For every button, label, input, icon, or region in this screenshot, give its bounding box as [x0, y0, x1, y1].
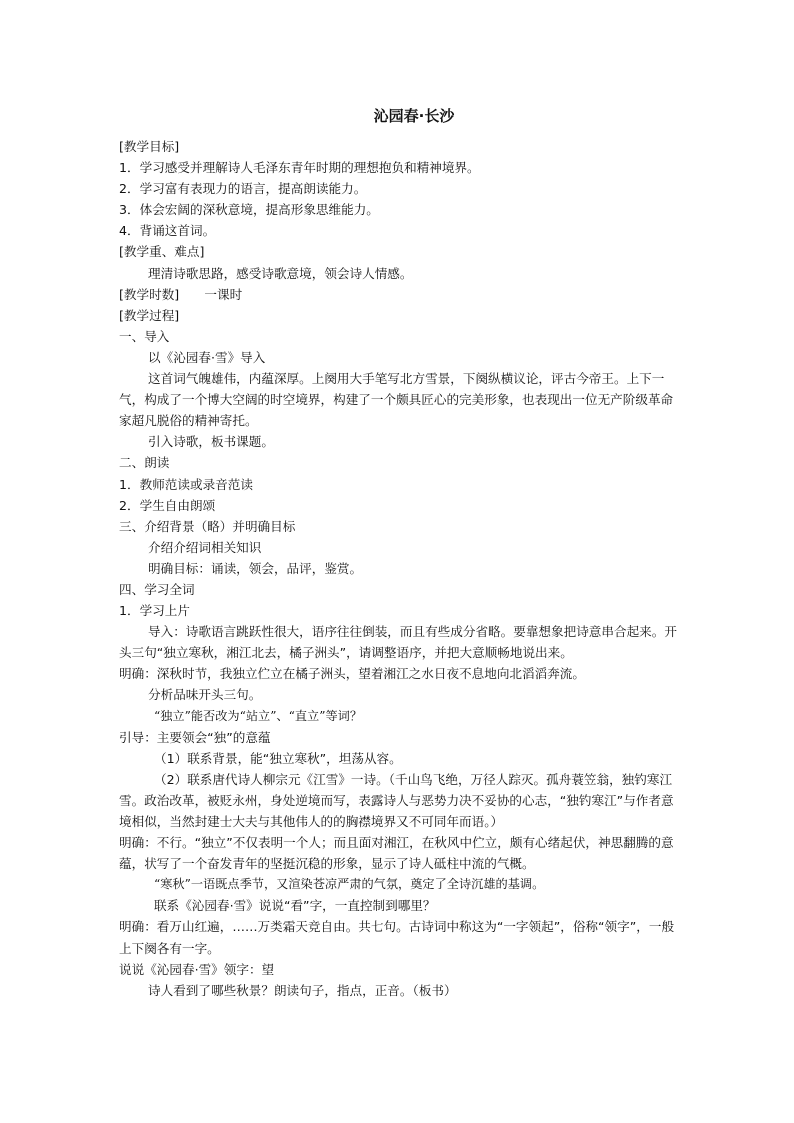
paragraph: 联系《沁园春·雪》说说“看”字，一直控制到哪里？ — [154, 898, 436, 914]
objective-item: 3．体会宏阔的深秋意境，提高形象思维能力。 — [119, 202, 379, 218]
objective-item: 1．学习感受并理解诗人毛泽东青年时期的理想抱负和精神境界。 — [119, 160, 480, 176]
paragraph: 导入：诗歌语言跳跃性很大，语序往往倒装，而且有些成分省略。要靠想象把诗意串合起来。开头三句“独立寒秋，湘江北去，橘子洲头”，请调整语序，并把大意顺畅地说出来。 — [119, 624, 677, 661]
paragraph: 明确：看万山红遍，……万类霜天竞自由。共七句。古诗词中称这为“一字领起”，俗称“领字”，一般上下阕各有一字。 — [119, 919, 675, 956]
part-heading-study: 四、学习全词 — [119, 581, 195, 597]
paragraph: “寒秋”一语既点季节，又渲染苍凉严肃的气氛，奠定了全诗沉雄的基调。 — [154, 877, 545, 892]
paragraph: 以《沁园春·雪》导入 — [148, 349, 266, 365]
paragraph: 引入诗歌，板书课题。 — [148, 434, 274, 450]
paragraph: 明确：不行。“独立”不仅表明一个人；而且面对湘江，在秋风中伫立，颇有心绪起伏，神思翻腾的意蕴，状写了一个奋发青年的坚挺沉稳的形象，显示了诗人砥柱中流的气概。 — [119, 835, 674, 872]
paragraph: 明确：深秋时节，我独立伫立在橘子洲头，望着湘江之水日夜不息地向北滔滔奔流。 — [119, 666, 585, 682]
paragraph: 引导：主要领会“独”的意蕴 — [119, 729, 271, 745]
section-heading-hours: [教学时数] 一课时 — [119, 286, 243, 302]
key-points-text: 理清诗歌思路，感受诗歌意境，领会诗人情感。 — [148, 265, 413, 281]
document-title: 沁园春·长沙 — [373, 107, 455, 125]
paragraph: 诗人看到了哪些秋景？朗读句子，指点，正音。（板书） — [148, 982, 457, 998]
part-heading-background: 三、介绍背景（略）并明确目标 — [119, 518, 296, 534]
document-body — [119, 104, 679, 1001]
paragraph: “独立”能否改为“站立”、“直立”等词？ — [154, 708, 363, 723]
paragraph: （1）联系背景，能“独立寒秋”，坦荡从容。 — [154, 750, 402, 766]
paragraph: 介绍介绍词相关知识 — [148, 539, 262, 555]
list-item: 1．学习上片 — [119, 603, 190, 619]
list-item: 1．教师范读或录音范读 — [119, 476, 253, 492]
paragraph: 这首词气魄雄伟，内蕴深厚。上阕用大手笔写北方雪景，下阕纵横议论，评古今帝王。上下一气，构成了一个博大空阔的时空境界，构建了一个颇具匠心的完美形象，也表现出一位无产阶级革命家超凡脱俗的精神寄托。 — [119, 371, 674, 429]
part-heading-reading: 二、朗读 — [119, 455, 170, 471]
list-item: 2．学生自由朗颂 — [119, 497, 216, 513]
paragraph: （2）联系唐代诗人柳宗元《江雪》一诗。（千山鸟飞绝，万径人踪灭。孤舟蓑笠翁，独钓寒江雪。政治改革，被贬永州，身处逆境而写，表露诗人与恶势力决不妥协的心志，“独钓寒江”与作者意境相似，当然封建士大夫与其他伟人的的胸襟境界又不可同年而语。） — [119, 771, 674, 829]
objective-item: 2．学习富有表现力的语言，提高朗读能力。 — [119, 181, 367, 197]
paragraph: 分析品味开头三句。 — [148, 687, 262, 703]
objective-item: 4．背诵这首词。 — [119, 223, 216, 239]
part-heading-intro: 一、导入 — [119, 328, 170, 344]
section-heading-process: [教学过程] — [119, 307, 180, 323]
paragraph: 说说《沁园春·雪》领字：望 — [119, 961, 275, 977]
section-heading-objectives: [教学目标] — [119, 139, 180, 154]
paragraph: 明确目标：诵读，领会，品评，鉴赏。 — [148, 560, 363, 576]
section-heading-key-points: [教学重、难点] — [119, 244, 205, 260]
